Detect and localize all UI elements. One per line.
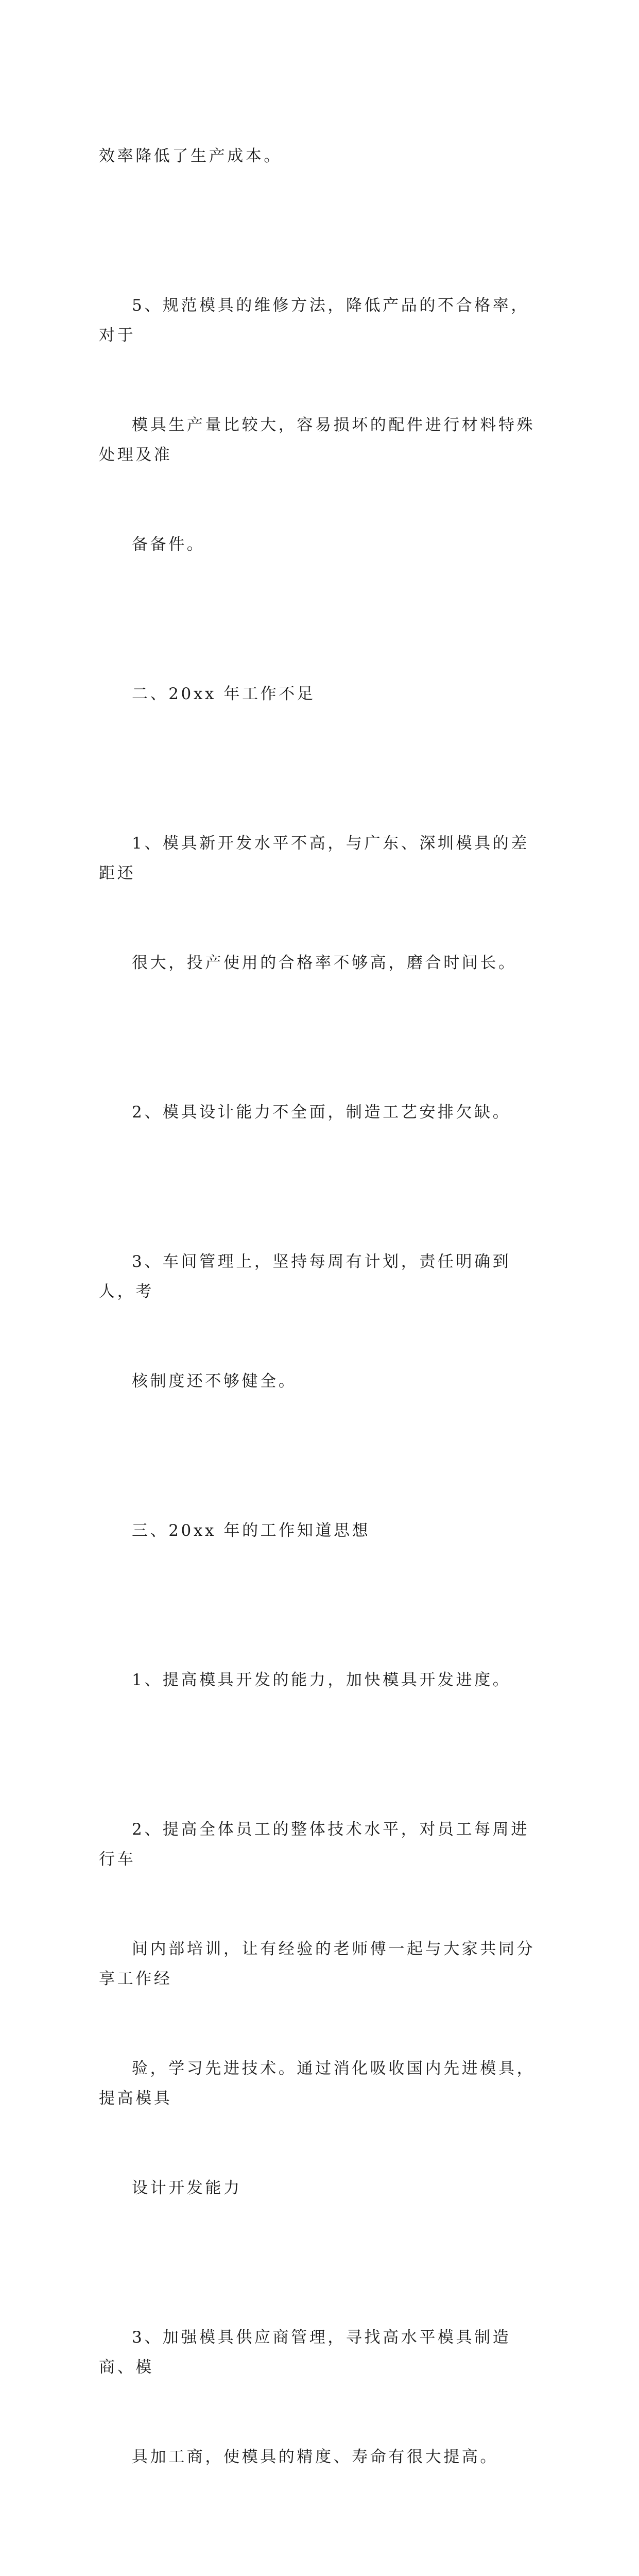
text-line: 3、加强模具供应商管理，寻找高水平模具制造商、模 — [99, 2328, 511, 2377]
section-heading-guiding-ideas — [99, 1456, 542, 1605]
paragraph-plan-3 — [99, 2263, 542, 2532]
paragraph-shortcoming-2 — [99, 1038, 542, 1187]
paragraph-plan-4 — [99, 2532, 542, 2576]
paragraph-plan-1 — [99, 1605, 542, 1755]
text-line: 具加工商，使模具的精度、寿命有很大提高。 — [132, 2448, 498, 2466]
section-heading-shortcomings — [99, 619, 542, 769]
paragraph-plan-2 — [99, 1755, 542, 2263]
text-line: 模具生产量比较大，容易损坏的配件进行材料特殊处理及准 — [99, 416, 536, 464]
text-line: 3、车间管理上，坚持每周有计划，责任明确到人，考 — [99, 1252, 511, 1301]
text-line: 间内部培训，让有经验的老师傅一起与大家共同分享工作经 — [99, 1940, 536, 1988]
text-line: 验，学习先进技术。通过消化吸收国内先进模具，提高模具 — [99, 2059, 536, 2108]
text-line: 5、规范模具的维修方法，降低产品的不合格率，对于 — [99, 296, 529, 345]
text-line: 2、模具设计能力不全面，制造工艺安排欠缺。 — [132, 1103, 511, 1122]
text-line: 2、提高全体员工的整体技术水平，对员工每周进行车 — [99, 1820, 529, 1869]
text-line: 1、提高模具开发的能力，加快模具开发进度。 — [132, 1671, 511, 1689]
text-line: 设计开发能力 — [132, 2179, 242, 2197]
heading-text: 三、20xx 年的工作知道思想 — [132, 1521, 371, 1540]
text-line: 备备件。 — [132, 535, 205, 554]
text-line: 1、模具新开发水平不高，与广东、深圳模具的差距还 — [99, 834, 529, 883]
paragraph-shortcoming-1 — [99, 769, 542, 1038]
text-line: 核制度还不够健全。 — [132, 1372, 297, 1391]
text-line: 效率降低了生产成本。 — [99, 147, 282, 165]
paragraph-item-5-maintenance — [99, 231, 542, 619]
paragraph-shortcoming-3 — [99, 1187, 542, 1456]
document-body — [99, 81, 542, 2576]
text-line: 很大，投产使用的合格率不够高，磨合时间长。 — [132, 954, 517, 972]
heading-text: 二、20xx 年工作不足 — [132, 685, 316, 703]
paragraph-continuation — [99, 81, 542, 231]
